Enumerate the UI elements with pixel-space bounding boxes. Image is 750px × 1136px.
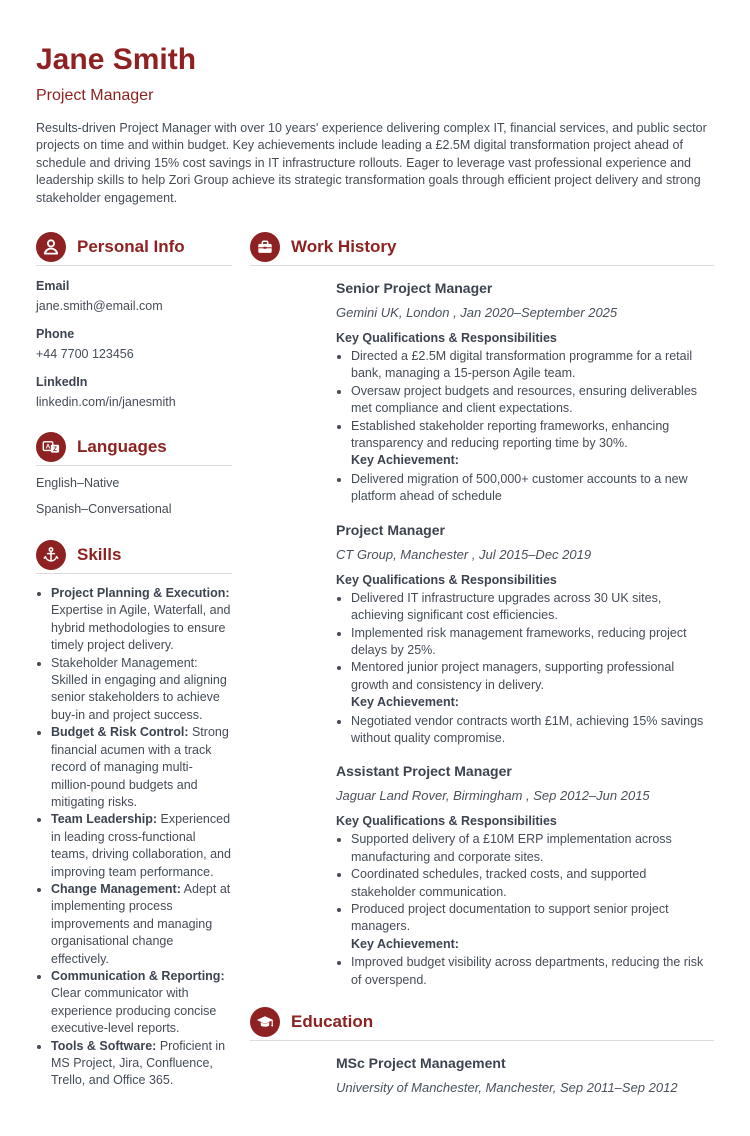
education-school-dates: University of Manchester, Manchester, Sep 2011–Sep 2012 — [336, 1080, 678, 1095]
work-history-header — [250, 232, 714, 266]
skills-header — [36, 540, 232, 574]
section-work-history — [250, 232, 714, 989]
personal-info-header — [36, 232, 232, 266]
section-title-education: Education — [291, 1012, 374, 1031]
section-title-languages: Languages — [77, 437, 167, 457]
anchor-icon — [36, 540, 66, 570]
language-item: Spanish–Conversational — [36, 502, 172, 517]
languages-header — [36, 432, 232, 466]
skill-item: • Budget & Risk Control: Strong financial acumen with a track record of managing multi-million-pound budgets and mitigating risks. — [51, 724, 232, 811]
svg-text:Z: Z — [53, 446, 57, 454]
skill-label: Team Leadership: — [51, 812, 158, 827]
skill-label: Project Planning & Execution: — [51, 586, 230, 601]
skill-item: • Communication & Reporting: Clear communicator with experience producing concise executive-level reports. — [51, 968, 232, 1038]
summary-paragraph: Results-driven Project Manager with over 10 years' experience delivering complex IT, financial services, and public sector projects on time and within budget. Key achievements include leading a £2.5M digital transformation project ahead of schedule and driving 15% cost savings in IT infrastructure rollouts. Eager to leverage vast professional experience and leadership skills to help Zori Group achieve its strategic transformation goals through efficient project delivery and strong stakeholder engagement. — [36, 121, 707, 205]
personal-info-field — [36, 326, 232, 362]
achievement-bullet: • Delivered migration of 500,000+ customer accounts to a new platform ahead of schedule — [351, 471, 714, 506]
job-bullet-list — [336, 348, 714, 452]
key-achievement-label: Key Achievement: — [351, 453, 459, 468]
field-label: LinkedIn — [36, 375, 88, 390]
skill-item: • Stakeholder Management: Skilled in engaging and aligning senior stakeholders to achieve buy-in and project success. — [51, 655, 232, 725]
job-bullet: • Supported delivery of a £10M ERP implementation across manufacturing and corporate sites. — [351, 831, 714, 866]
achievement-bullet: • Negotiated vendor contracts worth £1M, achieving 15% savings without quality compromise. — [351, 713, 714, 748]
graduation-cap-icon — [250, 1007, 280, 1037]
education-header — [250, 1007, 714, 1041]
language-item: English–Native — [36, 476, 120, 491]
job-entry — [336, 279, 714, 506]
job-company-dates: Jaguar Land Rover, Birmingham , Sep 2012–Jun 2015 — [336, 788, 650, 804]
section-languages — [36, 432, 232, 518]
job-entry — [336, 762, 714, 989]
key-achievement-label: Key Achievement: — [351, 695, 459, 710]
work-history-entries — [336, 279, 714, 989]
field-value: linkedin.com/in/janesmith — [36, 395, 176, 410]
languages-list — [36, 475, 232, 518]
field-label: Phone — [36, 327, 75, 342]
key-achievement-label: Key Achievement: — [351, 936, 459, 951]
svg-text:A: A — [45, 443, 51, 451]
section-title-work-history: Work History — [291, 237, 397, 257]
field-value: +44 7700 123456 — [36, 347, 134, 362]
candidate-job-title: Project Manager — [36, 87, 154, 104]
briefcase-icon — [250, 232, 280, 262]
job-subheading: Key Qualifications & Responsibilities — [336, 572, 557, 587]
job-bullet: • Implemented risk management frameworks, reducing project delays by 25%. — [351, 625, 714, 660]
job-bullet-list — [336, 590, 714, 694]
achievement-bullet: • Improved budget visibility across departments, reducing the risk of overspend. — [351, 954, 714, 989]
job-subheading: Key Qualifications & Responsibilities — [336, 814, 557, 829]
skill-label: Stakeholder Management: — [51, 655, 198, 670]
job-bullet: • Directed a £2.5M digital transformation programme for a retail bank, managing a 15-person Agile team. — [351, 348, 714, 383]
skill-label: Change Management: — [51, 881, 181, 896]
job-bullet: • Oversaw project budgets and resources, ensuring deliverables met compliance and client expectations. — [351, 383, 714, 418]
skill-label: Communication & Reporting: — [51, 968, 225, 983]
education-degree: MSc Project Management — [336, 1055, 506, 1071]
skill-item: • Tools & Software: Proficient in MS Project, Jira, Confluence, Trello, and Office 365. — [51, 1038, 232, 1090]
section-personal-info — [36, 232, 232, 410]
achievement-bullet-list — [336, 954, 714, 989]
job-title: Project Manager — [336, 521, 445, 538]
sidebar — [36, 232, 232, 1096]
job-bullet: • Coordinated schedules, tracked costs, and supported stakeholder communication. — [351, 866, 714, 901]
translate-icon — [36, 432, 66, 462]
field-value: jane.smith@email.com — [36, 299, 163, 314]
section-title-personal-info: Personal Info — [77, 237, 185, 257]
personal-info-fields — [36, 278, 232, 410]
job-bullet: • Mentored junior project managers, supporting professional growth and consistency in delivery. — [351, 659, 714, 694]
skill-item: • Change Management: Adept at implementing process improvements and managing organisational change effectively. — [51, 881, 232, 968]
education-entries — [336, 1054, 714, 1096]
resume-body — [36, 232, 714, 1096]
job-title: Senior Project Manager — [336, 280, 493, 297]
job-company-dates: Gemini UK, London , Jan 2020–September 2025 — [336, 305, 618, 321]
job-bullet: • Delivered IT infrastructure upgrades across 30 UK sites, achieving significant cost efficiencies. — [351, 590, 714, 625]
candidate-name: Jane Smith — [36, 43, 197, 76]
main-column — [250, 232, 714, 1096]
achievement-bullet-list — [336, 713, 714, 748]
skill-item: • Project Planning & Execution: Expertise in Agile, Waterfall, and hybrid methodologies to ensure timely project delivery. — [51, 585, 232, 655]
skill-item: • Team Leadership: Experienced in leading cross-functional teams, driving collaboration, and improving team performance. — [51, 811, 232, 881]
personal-info-field — [36, 374, 232, 410]
job-bullet: • Established stakeholder reporting frameworks, enhancing transparency and reducing reporting time by 30%. — [351, 418, 714, 453]
section-title-skills: Skills — [77, 545, 122, 565]
education-entry — [336, 1054, 714, 1096]
section-skills — [36, 540, 232, 1090]
job-bullet: • Produced project documentation to support senior project managers. — [351, 901, 714, 936]
job-bullet-list — [336, 831, 714, 935]
job-subheading: Key Qualifications & Responsibilities — [336, 331, 557, 346]
achievement-bullet-list — [336, 471, 714, 506]
person-icon — [36, 232, 66, 262]
resume-header — [36, 44, 714, 207]
job-title: Assistant Project Manager — [336, 763, 512, 780]
skill-label: Budget & Risk Control: — [51, 725, 189, 740]
job-company-dates: CT Group, Manchester , Jul 2015–Dec 2019 — [336, 546, 592, 562]
personal-info-field — [36, 278, 232, 314]
job-entry — [336, 521, 714, 748]
field-label: Email — [36, 279, 70, 294]
skill-label: Tools & Software: — [51, 1038, 157, 1053]
section-education — [250, 1007, 714, 1096]
skills-list — [36, 585, 232, 1090]
